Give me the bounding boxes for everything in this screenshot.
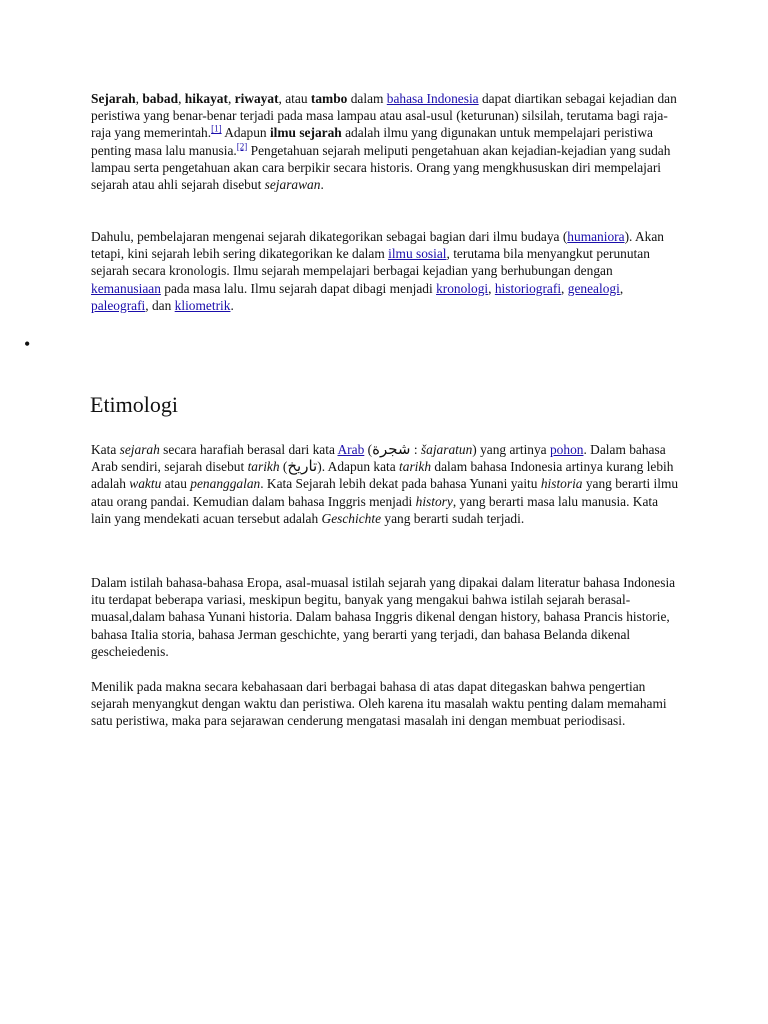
text-run: ). Adapun kata: [317, 459, 400, 475]
intro-paragraph: [91, 90, 681, 193]
text-run: Adapun: [221, 125, 270, 141]
term-geschichte: Geschichte: [321, 510, 382, 526]
term-sejarawan: sejarawan: [264, 177, 321, 193]
text-run: , yang berarti masa lalu manusia. Kata lain yang mendekati acuan tersebut adalah: [91, 493, 659, 526]
term-penanggalan: penanggalan: [190, 476, 261, 492]
text-run: .: [230, 297, 234, 313]
text-run: .: [320, 177, 324, 193]
term-tarikh: tarikh: [399, 459, 432, 475]
term-sejarah: Sejarah: [91, 91, 136, 106]
link-kliometrik[interactable]: kliometrik: [174, 297, 231, 313]
term-waktu: waktu: [129, 476, 162, 492]
text-run: ,: [227, 91, 235, 106]
text-run: ,: [178, 91, 185, 106]
text-run: , terutama bila menyangkut perunutan sejarah secara kronologis. Ilmu sejarah mempelajari berbagai kejadian yang berhubungan dengan: [91, 246, 650, 279]
link-pohon[interactable]: pohon: [549, 442, 584, 457]
etymology-paragraph: [91, 441, 681, 527]
link-kemanusiaan[interactable]: kemanusiaan: [91, 280, 161, 296]
european-terms-paragraph: Dalam istilah bahasa-bahasa Eropa, asal-muasal istilah sejarah yang dipakai dalam literatur bahasa Indonesia itu terdapat beberapa variasi, meskipun begitu, banyak yang mengakui bahwa istilah sejarah berasal-muasal,dalam bahasa Yunani historia. Dalam bahasa Inggris dikenal dengan history, bahasa Prancis historie, bahasa Italia storia, bahasa Jerman geschichte, yang berarti yang terjadi, dan bahasa Belanda dikenal gescheiedenis.: [91, 575, 676, 659]
text-run: Pengetahuan sejarah meliputi pengetahuan akan kejadian-kejadian yang sudah lampau serta pengetahuan akan cara berpikir secara historis. Orang yang mengkhususkan diri mempelajari sejarah atau ahli sejarah disebut: [91, 142, 671, 193]
link-kronologi[interactable]: kronologi: [436, 280, 489, 296]
term-tarikh: tarikh: [247, 459, 280, 475]
link-bahasa-indonesia[interactable]: bahasa Indonesia: [386, 91, 479, 106]
link-arab[interactable]: Arab: [337, 442, 365, 457]
link-humaniora[interactable]: humaniora: [567, 229, 625, 244]
text-run: dapat diartikan sebagai kejadian dan peristiwa yang benar-benar terjadi pada masa lampau atau asal-usul (keturunan) silsilah, terutama bagi raja-raja yang memerintah.: [91, 91, 677, 141]
link-historiografi[interactable]: historiografi: [494, 280, 562, 296]
term-historia: historia: [540, 476, 583, 492]
text-run: pada masa lalu. Ilmu sejarah dapat dibagi menjadi: [160, 280, 437, 296]
text-run: Dahulu, pembelajaran mengenai sejarah dikategorikan sebagai bagian dari ilmu budaya (: [91, 229, 568, 244]
text-run: ,: [135, 91, 143, 106]
text-run: adalah ilmu yang digunakan untuk mempelajari peristiwa penting masa lalu manusia.: [91, 125, 653, 158]
term-hikayat: hikayat: [184, 91, 228, 106]
term-sajaratun: šajaratun: [420, 442, 473, 457]
text-run: . Dalam bahasa Arab sendiri, sejarah disebut: [91, 442, 666, 475]
text-run: . Kata Sejarah lebih dekat pada bahasa Yunani yaitu: [260, 476, 541, 492]
classification-paragraph: [91, 228, 681, 314]
text-run: ,: [561, 280, 568, 296]
text-run: ). Akan tetapi, kini sejarah lebih sering dikategorikan ke dalam: [91, 229, 664, 262]
text-run: :: [410, 442, 421, 457]
text-run: (: [279, 459, 288, 475]
conclusion-paragraph: Menilik pada makna secara kebahasaan dari berbagai bahasa di atas dapat ditegaskan bahwa pengertian sejarah menyangkut dengan waktu dan peristiwa. Oleh karena itu masalah waktu penting dalam memahami satu peristiwa, maka para sejarawan cenderung mengatasi masalah ini dengan membuat periodisasi.: [91, 679, 667, 729]
citation-2[interactable]: [2]: [236, 141, 248, 152]
text-run: ,: [488, 280, 495, 296]
term-sejarah: sejarah: [119, 442, 160, 457]
text-run: dalam: [347, 91, 387, 106]
link-ilmu-sosial[interactable]: ilmu sosial: [388, 246, 447, 262]
citation-1[interactable]: [1]: [211, 123, 222, 134]
term-history: history: [415, 493, 453, 509]
text-run: yang berarti sudah terjadi.: [381, 510, 525, 526]
arabic-tarikh: تاريخ: [287, 457, 318, 476]
link-genealogi[interactable]: genealogi: [567, 280, 620, 296]
term-babad: babad: [142, 91, 179, 106]
term-ilmu-sejarah: ilmu sejarah: [269, 125, 342, 141]
text-run: dalam bahasa Indonesia artinya kurang lebih adalah: [91, 459, 674, 492]
text-run: ) yang artinya: [472, 442, 550, 457]
text-run: yang berarti ilmu atau orang pandai. Kemudian dalam bahasa Inggris menjadi: [91, 476, 679, 509]
text-run: , atau: [278, 91, 311, 106]
text-run: secara harafiah berasal dari kata: [159, 442, 338, 457]
term-tambo: tambo: [310, 91, 348, 106]
section-heading-etimologi: Etimologi: [90, 392, 178, 417]
term-riwayat: riwayat: [234, 91, 279, 106]
text-run: ,: [619, 280, 624, 296]
list-bullet: •: [24, 334, 31, 354]
text-run: Kata: [91, 442, 120, 457]
text-run: , dan: [145, 297, 175, 313]
arabic-syajaratun: شجرة: [372, 440, 411, 458]
text-run: atau: [161, 476, 191, 492]
link-paleografi[interactable]: paleografi: [91, 297, 146, 313]
text-run: (: [364, 442, 373, 457]
